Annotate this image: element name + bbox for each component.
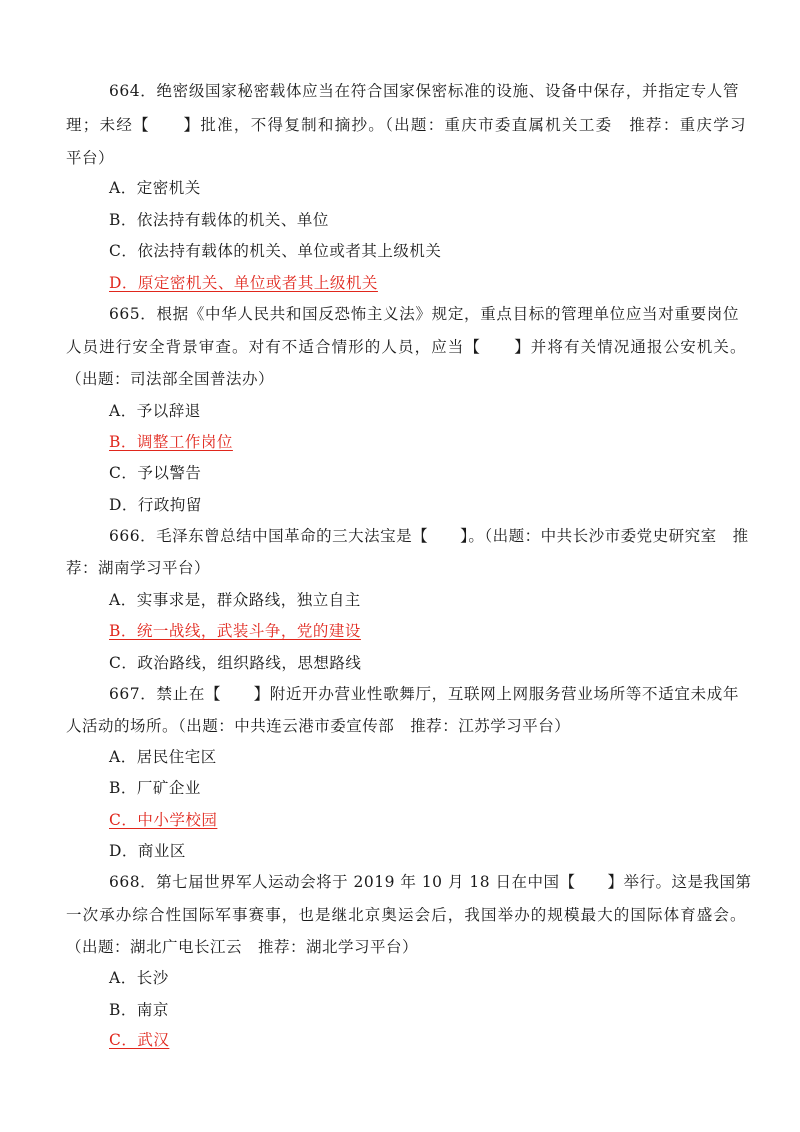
question-666-line-2: 荐：湖南学习平台） xyxy=(66,559,211,577)
question-667-option-d: D．商业区 xyxy=(109,842,186,860)
question-668-line-1: 668．第七届世界军人运动会将于 2019 年 10 月 18 日在中国【 】举行。这是我国第 xyxy=(109,873,752,891)
question-664-line-2: 理；未经【 】批准，不得复制和摘抄。（出题：重庆市委直属机关工委 推荐：重庆学习 xyxy=(66,116,746,134)
question-667-option-c-answer: C．中小学校园 xyxy=(109,811,218,829)
question-665-option-d: D．行政拘留 xyxy=(109,496,202,514)
question-665-option-a: A．予以辞退 xyxy=(109,402,201,420)
question-668-option-b: B．南京 xyxy=(109,1001,169,1019)
question-668-option-c-answer: C．武汉 xyxy=(109,1031,170,1049)
question-667-option-b: B．厂矿企业 xyxy=(109,779,201,797)
question-665-option-b-answer: B．调整工作岗位 xyxy=(109,433,233,451)
question-668-line-2: 一次承办综合性国际军事赛事，也是继北京奥运会后，我国举办的规模最大的国际体育盛会。 xyxy=(66,906,746,924)
question-665-line-2: 人员进行安全背景审查。对有不适合情形的人员，应当【 】并将有关情况通报公安机关。 xyxy=(66,338,746,356)
question-668-option-a: A．长沙 xyxy=(109,969,169,987)
question-667-line-1: 667．禁止在【 】附近开办营业性歌舞厅，互联网上网服务营业场所等不适宜未成年 xyxy=(109,685,739,703)
question-664-option-a: A．定密机关 xyxy=(109,179,201,197)
question-664-line-1: 664．绝密级国家秘密载体应当在符合国家保密标准的设施、设备中保存，并指定专人管 xyxy=(109,82,739,100)
question-666-option-c: C．政治路线，组织路线，思想路线 xyxy=(109,654,362,672)
question-668-line-3: （出题：湖北广电长江云 推荐：湖北学习平台） xyxy=(66,938,419,956)
question-664-option-b: B．依法持有载体的机关、单位 xyxy=(109,211,329,229)
question-664-line-3: 平台） xyxy=(66,149,115,167)
question-665-line-3: （出题：司法部全国普法办） xyxy=(66,370,275,388)
question-667-line-2: 人活动的场所。（出题：中共连云港市委宣传部 推荐：江苏学习平台） xyxy=(66,717,571,735)
question-665-option-c: C．予以警告 xyxy=(109,464,202,482)
question-664-option-c: C．依法持有载体的机关、单位或者其上级机关 xyxy=(109,242,442,260)
question-665-line-1: 665．根据《中华人民共和国反恐怖主义法》规定，重点目标的管理单位应当对重要岗位 xyxy=(109,305,739,323)
question-664-option-d-answer: D．原定密机关、单位或者其上级机关 xyxy=(109,274,378,292)
question-666-option-b-answer: B．统一战线，武装斗争，党的建设 xyxy=(109,622,361,640)
question-666-option-a: A．实事求是，群众路线，独立自主 xyxy=(109,591,361,609)
question-667-option-a: A．居民住宅区 xyxy=(109,748,217,766)
question-666-line-1: 666．毛泽东曾总结中国革命的三大法宝是【 】。（出题：中共长沙市委党史研究室 推 xyxy=(109,527,749,545)
